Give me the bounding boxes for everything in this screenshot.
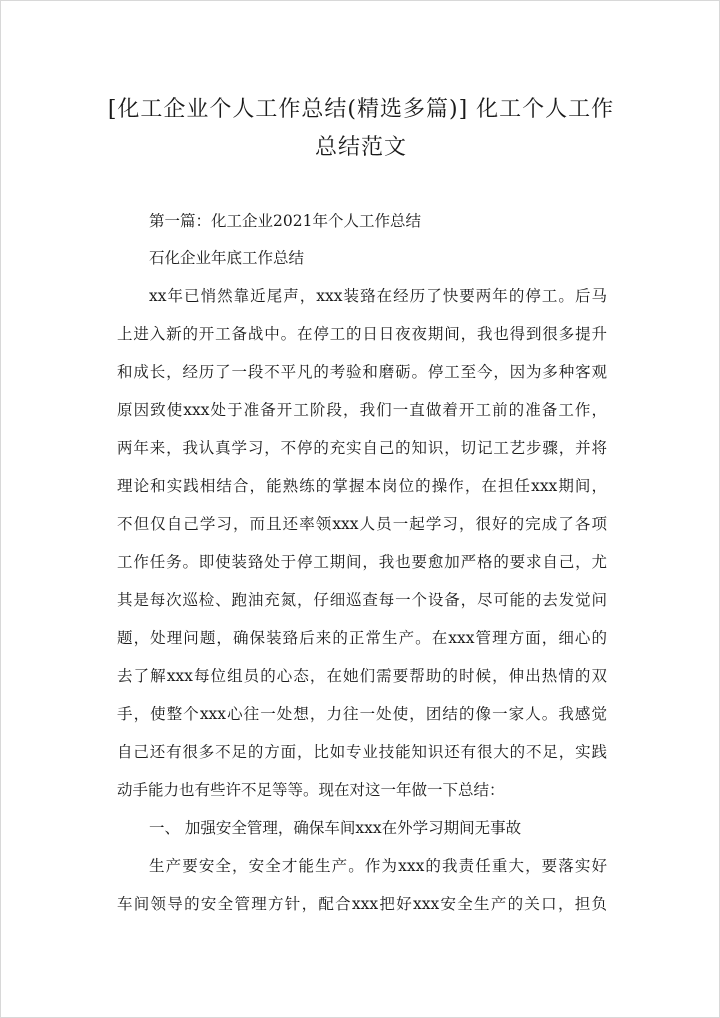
document-title-line-1: [化工企业个人工作总结(精选多篇)] 化工个人工作 bbox=[107, 97, 615, 122]
subsection-heading: 石化企业年底工作总结 bbox=[149, 249, 305, 267]
paragraph-line: 工作任务。即使装臵处于停工期间，我也要愈加严格的要求自己，尤 bbox=[117, 553, 607, 571]
paragraph-line: 去了解xxx每位组员的心态，在她们需要帮助的时候，伸出热情的双 bbox=[117, 667, 607, 685]
paragraph-line: 自己还有很多不足的方面，比如专业技能知识还有很大的不足，实践 bbox=[117, 743, 607, 761]
paragraph-line: 其是每次巡检、跑油充氮，仔细巡查每一个设备，尽可能的去发觉问 bbox=[117, 591, 607, 609]
numbered-heading: 一、 加强安全管理，确保车间xxx在外学习期间无事故 bbox=[149, 819, 522, 837]
paragraph-line: 动手能力也有些许不足等等。现在对这一年做一下总结： bbox=[117, 781, 505, 799]
paragraph-line: 不但仅自己学习，而且还率领xxx人员一起学习，很好的完成了各项 bbox=[117, 515, 607, 533]
paragraph-line: 和成长，经历了一段不平凡的考验和磨砺。停工至今，因为多种客观 bbox=[117, 363, 607, 381]
paragraph-line: 生产要安全，安全才能生产。作为xxx的我责任重大，要落实好 bbox=[149, 857, 607, 875]
paragraph-line: 车间领导的安全管理方针，配合xxx把好xxx安全生产的关口，担负 bbox=[117, 895, 607, 913]
document-title-line-2: 总结范文 bbox=[314, 135, 407, 160]
paragraph-line: 原因致使xxx处于准备开工阶段，我们一直做着开工前的准备工作， bbox=[117, 401, 607, 419]
section-heading: 第一篇：化工企业2021年个人工作总结 bbox=[149, 212, 421, 230]
paragraph-line: xx年已悄然靠近尾声，xxx装臵在经历了快要两年的停工。后马 bbox=[149, 287, 607, 305]
paragraph-line: 两年来，我认真学习，不停的充实自己的知识，切记工艺步骤，并将 bbox=[117, 439, 607, 457]
paragraph-line: 题，处理问题，确保装臵后来的正常生产。在xxx管理方面，细心的 bbox=[117, 629, 607, 647]
paragraph-line: 手，使整个xxx心往一处想，力往一处使，团结的像一家人。我感觉 bbox=[117, 705, 607, 723]
paragraph-line: 理论和实践相结合，能熟练的掌握本岗位的操作，在担任xxx期间， bbox=[117, 477, 607, 495]
paragraph-line: 上进入新的开工备战中。在停工的日日夜夜期间，我也得到很多提升 bbox=[117, 325, 607, 343]
